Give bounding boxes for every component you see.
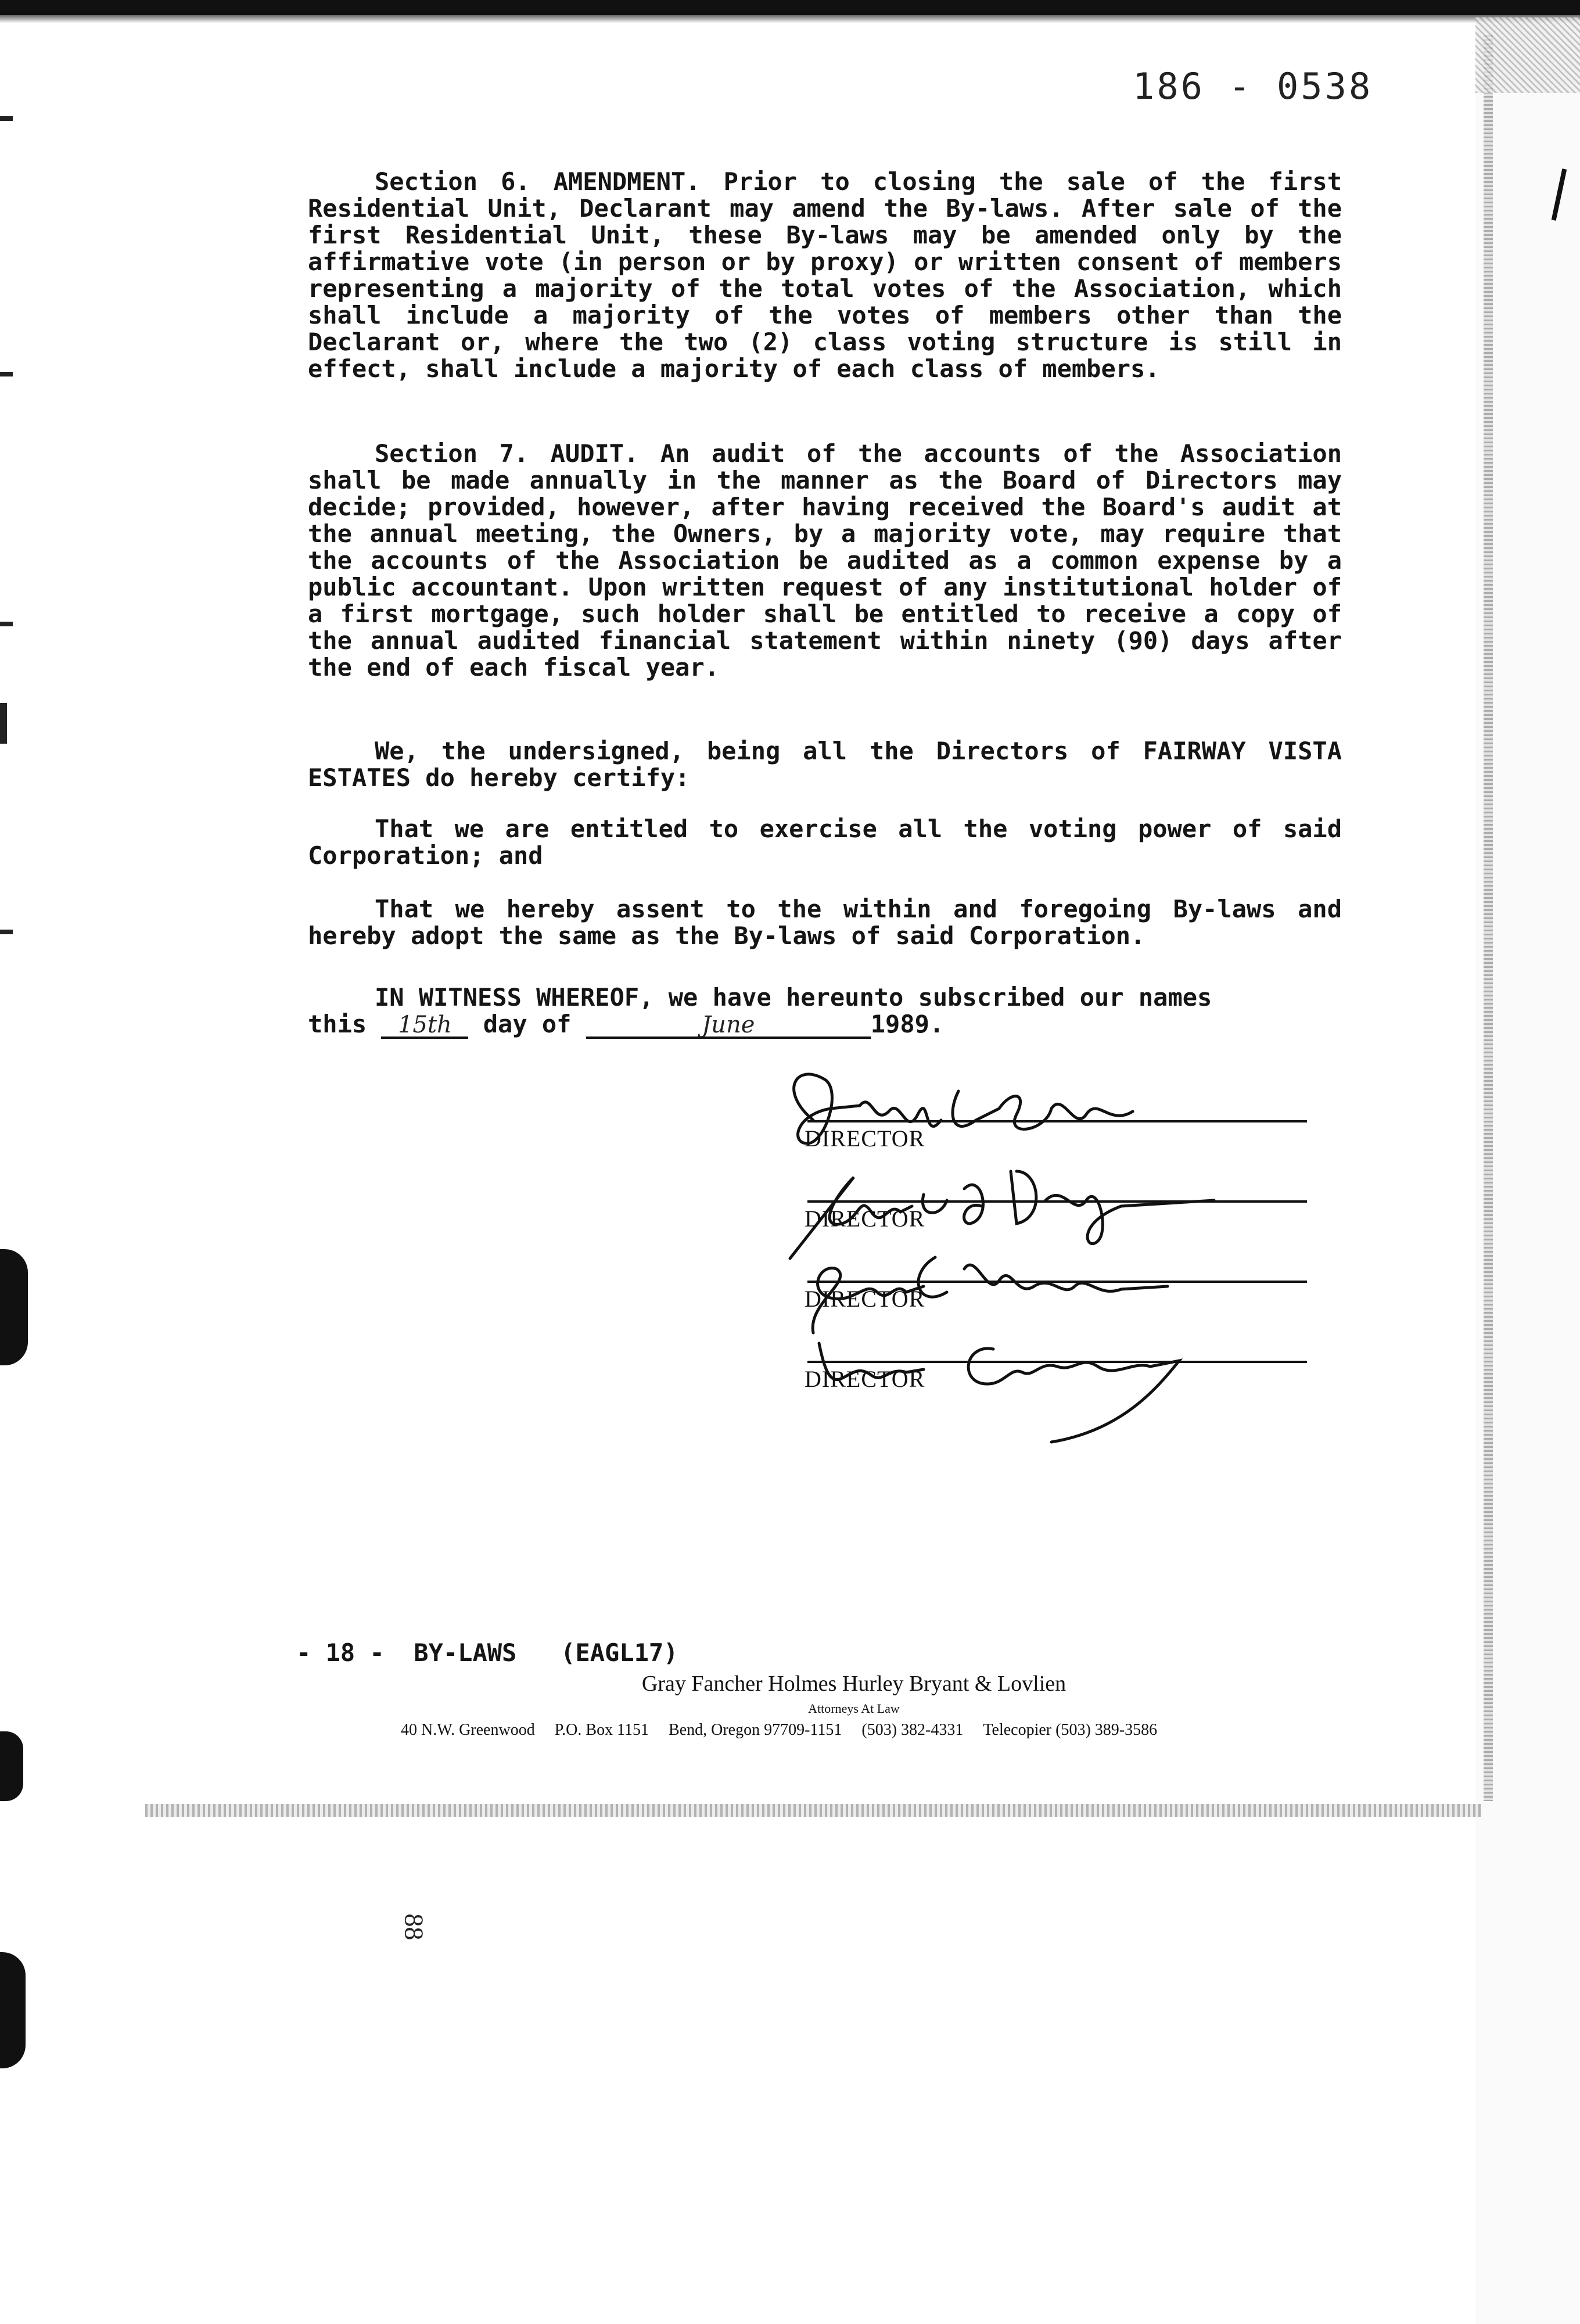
- section-6-heading: Section 6. AMENDMENT.: [375, 167, 701, 196]
- scan-edge-tick: [0, 372, 13, 376]
- certification-clause-1-text: That we are entitled to exercise all the voting power of said Corporation; and: [308, 815, 1342, 870]
- day-field: 15th: [381, 1013, 468, 1039]
- section-7-heading: Section 7. AUDIT.: [375, 439, 639, 468]
- scan-edge-blot: [0, 1731, 23, 1801]
- scan-corner-noise: [1475, 17, 1580, 93]
- scan-bottom-band: [145, 1804, 1481, 1817]
- firm-street: 40 N.W. Greenwood: [401, 1721, 535, 1739]
- certification-clause-2: [308, 896, 1342, 949]
- scan-right-stripe: [1484, 35, 1493, 1801]
- date-day-of-words: day of: [483, 1010, 572, 1038]
- scan-edge-blot: [0, 1249, 28, 1365]
- footer-title: BY-LAWS: [414, 1638, 517, 1667]
- signature-label: DIRECTOR: [805, 1286, 925, 1312]
- witness-text: IN WITNESS WHEREOF, we have hereunto subscribed our names: [375, 983, 1212, 1012]
- footer-document-id: [296, 1638, 678, 1667]
- signature-line: [807, 1200, 1307, 1203]
- signature-label: DIRECTOR: [805, 1206, 925, 1232]
- signature-line: [807, 1361, 1307, 1363]
- margin-stamp: 88: [399, 1913, 429, 1941]
- law-firm-address: [401, 1721, 1295, 1740]
- section-6-paragraph: [308, 168, 1342, 382]
- law-firm-subtitle: Attorneys At Law: [808, 1701, 900, 1716]
- scan-edge-tick: [0, 116, 13, 121]
- date-this-word: this: [308, 1010, 367, 1038]
- page-number: - 18 -: [296, 1638, 385, 1667]
- firm-fax: Telecopier (503) 389-3586: [983, 1721, 1158, 1739]
- footer-code: (EAGL17): [561, 1638, 678, 1667]
- scan-edge-tick: [0, 930, 13, 934]
- law-firm-name: Gray Fancher Holmes Hurley Bryant & Lovlien: [641, 1672, 1066, 1696]
- scan-edge-blot: [0, 1952, 26, 2068]
- section-6-text: Prior to closing the sale of the first Residential Unit, Declarant may amend the By-laws. After sale of the first Residential Unit, these By-laws may be amended only by the affirmative vote (in person or by proxy) or written consent of members representing a majority of the total votes of the Association, which shall include a majority of the votes of members other than the Declarant or, where the two (2) class voting structure is still in effect, shall include a majority of each class of members.: [308, 167, 1342, 383]
- director-signature-4: [773, 1361, 1307, 1454]
- signature-line: [807, 1120, 1307, 1122]
- execution-date-line: [308, 1011, 944, 1039]
- signature-line: [807, 1281, 1307, 1283]
- certification-clause-2-text: That we hereby assent to the within and foregoing By-laws and hereby adopt the same as the By-laws of said Corporation.: [308, 895, 1342, 950]
- month-field: June: [586, 1013, 871, 1039]
- firm-phone: (503) 382-4331: [861, 1721, 964, 1739]
- scan-top-edge: [0, 0, 1580, 15]
- document-number: 186 - 0538: [1133, 65, 1373, 107]
- scan-edge-tick: [0, 622, 13, 626]
- date-year: 1989.: [870, 1010, 945, 1038]
- section-7-text: An audit of the accounts of the Association shall be made annually in the manner as the Board of Directors may decide; provided, however, after having received the Board's audit at the annual meeting, the Owners, by a majority vote, may require that the accounts of the Association be audited as a common expense by a public accountant. Upon written request of any institutional holder of a first mortgage, such holder shall be entitled to receive a copy of the annual audited financial statement within ninety (90) days after the end of each fiscal year.: [308, 439, 1342, 682]
- scan-edge-tick: [0, 703, 7, 744]
- certification-intro: [308, 738, 1342, 791]
- signature-label: DIRECTOR: [805, 1125, 925, 1152]
- scan-top-shadow: [0, 15, 1580, 23]
- signature-label: DIRECTOR: [805, 1366, 925, 1392]
- section-7-paragraph: [308, 440, 1342, 681]
- firm-city: Bend, Oregon 97709-1151: [669, 1721, 842, 1739]
- firm-po-box: P.O. Box 1151: [554, 1721, 649, 1739]
- certification-intro-text: We, the undersigned, being all the Directors of FAIRWAY VISTA ESTATES do hereby certify:: [308, 737, 1342, 792]
- witness-clause: [308, 984, 1342, 1011]
- certification-clause-1: [308, 816, 1342, 869]
